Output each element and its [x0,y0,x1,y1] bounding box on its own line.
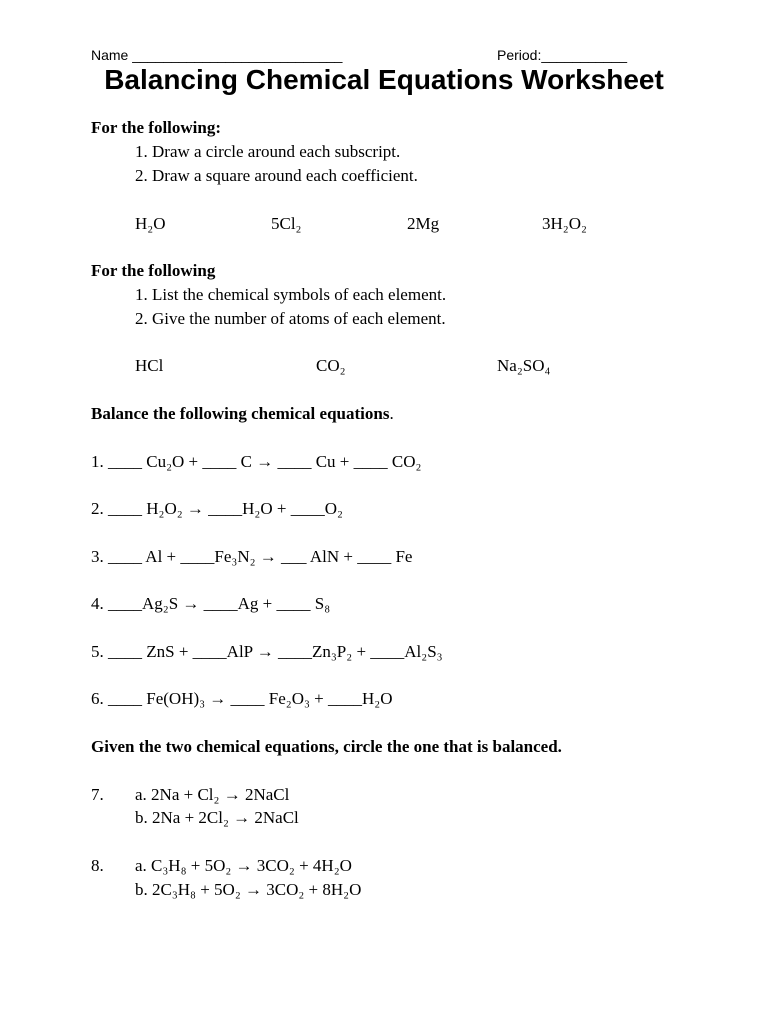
section2-item: 2. Give the number of atoms of each element. [135,309,446,328]
equation-3: 3. ____ Al + ____Fe₃N₂ → ___ AlN + ____ Fe [91,547,413,566]
formula-h2o: H₂O [135,214,166,233]
equation-4: 4. ____Ag₂S → ____Ag + ____ S₈ [91,594,331,613]
equation-2: 2. ____ H₂O₂ → ____H₂O + ____O₂ [91,499,343,518]
equation-5: 5. ____ ZnS + ____AlP → ____Zn₃P₂ + ____Al₂S₃ [91,642,443,661]
formula-5cl2: 5Cl₂ [271,214,302,233]
question-8-option-b: b. 2C₃H₈ + 5O₂ → 3CO₂ + 8H₂O [135,880,362,899]
question-8-number: 8. [91,856,104,875]
question-7-option-a: a. 2Na + Cl₂ → 2NaCl [135,785,290,804]
equation-6: 6. ____ Fe(OH)₃ → ____ Fe₂O₃ + ____H₂O [91,689,393,708]
section2-item: 1. List the chemical symbols of each element. [135,285,447,304]
section1-item: 2. Draw a square around each coefficient. [135,166,418,185]
formula-3h2o2: 3H₂O₂ [542,214,587,233]
period-field-label: Period:___________ [497,47,628,63]
section1-heading: For the following: [91,118,222,137]
question-7-number: 7. [91,785,104,804]
formula-co2: CO₂ [316,356,346,375]
section2-heading: For the following [91,261,216,280]
question-7-option-b: b. 2Na + 2Cl₂ → 2NaCl [135,808,299,827]
section3-heading [91,404,394,424]
formula-hcl: HCl [135,356,164,375]
formula-na2so4: Na₂SO₄ [497,356,551,375]
formula-2mg: 2Mg [407,214,440,233]
question-8-option-a: a. C₃H₈ + 5O₂ → 3CO₂ + 4H₂O [135,856,352,875]
section4-heading: Given the two chemical equations, circle the one that is balanced. [91,737,562,756]
name-field-label: Name ___________________________ [91,47,343,63]
section1-item: 1. Draw a circle around each subscript. [135,142,401,161]
page-title: Balancing Chemical Equations Worksheet [104,64,664,95]
section3-heading-text: Balance the following chemical equations [91,404,390,423]
equation-1: 1. ____ Cu₂O + ____ C → ____ Cu + ____ CO₂ [91,452,422,471]
section3-heading-period: . [389,404,394,423]
